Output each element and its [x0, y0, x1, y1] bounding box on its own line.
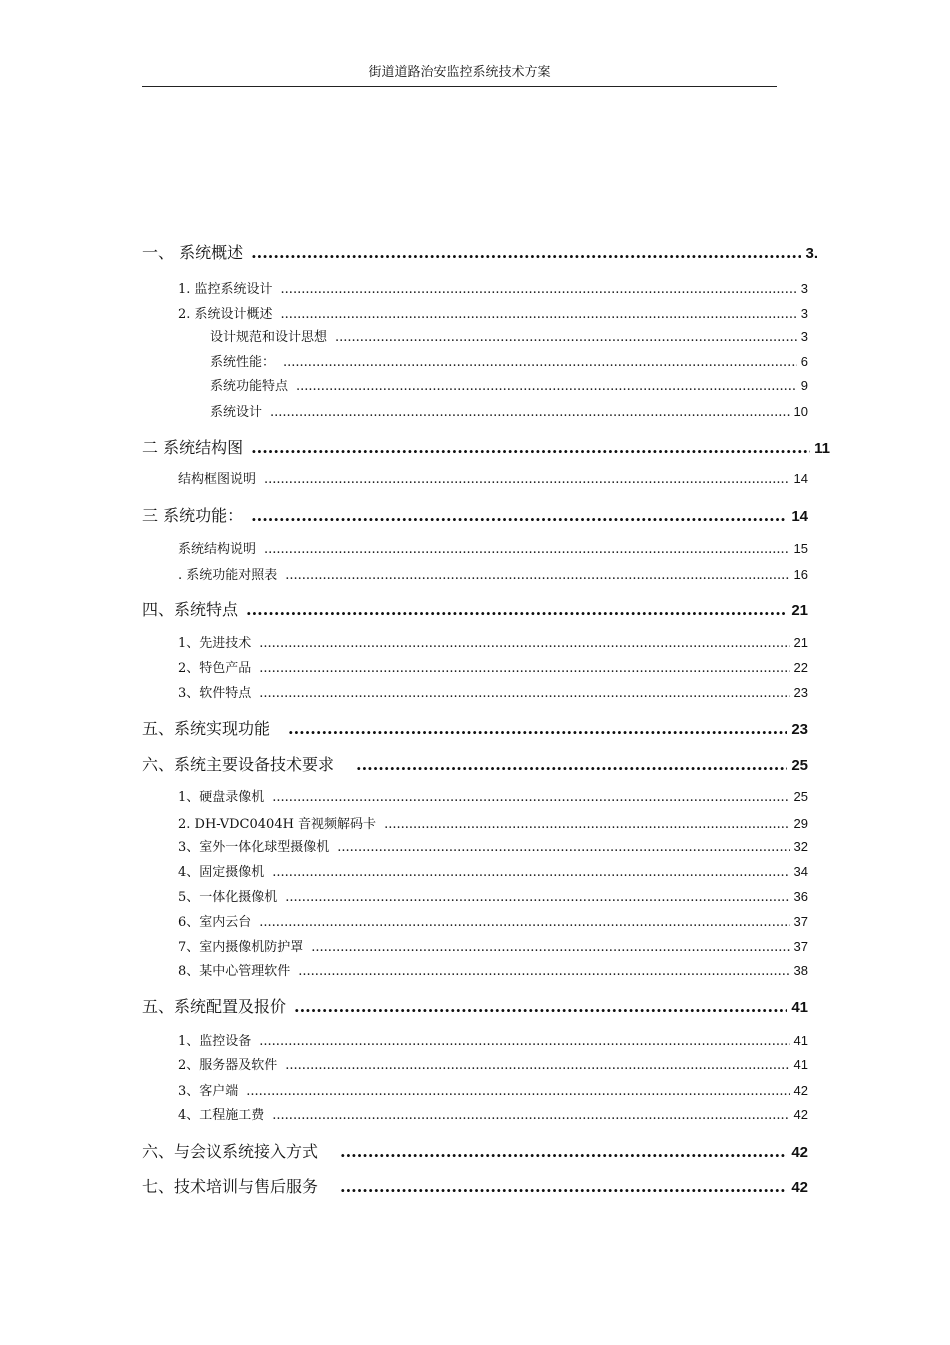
leader-dots — [288, 719, 787, 738]
leader-dots — [340, 1142, 787, 1161]
toc-entry-label: 五、系统配置及报价 — [142, 997, 287, 1016]
leader-dots — [251, 243, 801, 262]
toc-entry-page: 11 — [814, 440, 830, 457]
leader-dots — [259, 686, 789, 701]
toc-entry-label: 四、系统特点 — [142, 600, 239, 619]
toc-entry-page: 14 — [791, 508, 808, 525]
toc-entry-label: 4、固定摄像机 — [178, 865, 265, 880]
leader-dots — [335, 330, 797, 345]
toc-entry-label: 2. DH-VDC0404H 音视频解码卡 — [178, 817, 377, 832]
toc-entry[interactable] — [142, 994, 808, 1017]
leader-dots — [264, 542, 790, 557]
toc-entry[interactable] — [178, 657, 808, 676]
toc-entry-label: 4、工程施工费 — [178, 1108, 265, 1123]
toc-entry[interactable] — [142, 716, 808, 739]
toc-entry-label: 1、监控设备 — [178, 1034, 252, 1049]
toc-entry-page: 23 — [791, 721, 808, 738]
toc-entry-label: 五、系统实现功能 — [142, 719, 271, 738]
leader-dots — [251, 506, 787, 525]
leader-dots — [356, 755, 787, 774]
toc-entry[interactable] — [178, 1030, 808, 1049]
leader-dots — [281, 307, 797, 322]
toc-entry[interactable] — [178, 632, 808, 651]
toc-entry-label: 六、与会议系统接入方式 — [142, 1142, 319, 1161]
toc-entry[interactable] — [178, 1080, 808, 1099]
toc-entry[interactable] — [178, 786, 808, 805]
toc-entry-label: 1、硬盘录像机 — [178, 790, 265, 805]
toc-entry-page: 21 — [793, 635, 808, 650]
toc-entry[interactable] — [142, 1174, 808, 1197]
toc-entry[interactable] — [142, 1139, 808, 1162]
toc-entry-label: 6、室内云台 — [178, 915, 252, 930]
toc-entry[interactable] — [178, 960, 808, 979]
toc-entry-page: 29 — [793, 816, 808, 831]
toc-entry[interactable] — [178, 538, 808, 557]
toc-entry[interactable] — [178, 886, 808, 905]
toc-entry[interactable] — [178, 911, 808, 930]
toc-entry-label: 系统功能特点 — [210, 379, 289, 394]
toc-entry-page: 22 — [793, 660, 808, 675]
toc-entry[interactable] — [142, 597, 808, 620]
toc-entry-page: 34 — [793, 864, 808, 879]
toc-entry[interactable] — [178, 861, 808, 880]
toc-entry-page: 32 — [793, 839, 808, 854]
leader-dots — [283, 355, 797, 370]
toc-entry-page: 41 — [793, 1057, 808, 1072]
leader-dots — [272, 790, 789, 805]
toc-entry-page: 41 — [793, 1033, 808, 1048]
leader-dots — [340, 1177, 787, 1196]
toc-entry-label: 3、室外一体化球型摄像机 — [178, 840, 330, 855]
leader-dots — [296, 379, 797, 394]
toc-entry-page: 25 — [793, 789, 808, 804]
leader-dots — [246, 1084, 789, 1099]
leader-dots — [272, 865, 789, 880]
toc-entry-page: 6 — [800, 354, 808, 369]
document-title: 街道道路治安监控系统技术方案 — [368, 65, 551, 80]
toc-entry[interactable] — [142, 435, 830, 458]
toc-entry-label: 系统设计 — [210, 405, 263, 420]
toc-entry[interactable] — [178, 564, 808, 583]
leader-dots — [246, 600, 787, 619]
toc-entry[interactable] — [210, 351, 808, 370]
toc-entry[interactable] — [178, 468, 808, 487]
toc-entry-page: 15 — [793, 541, 808, 556]
toc-entry[interactable] — [178, 1054, 808, 1073]
toc-entry-page: 23 — [793, 685, 808, 700]
leader-dots — [272, 1108, 789, 1123]
toc-entry[interactable] — [178, 836, 808, 855]
leader-dots — [259, 915, 789, 930]
toc-entry-page: 41 — [791, 999, 808, 1016]
leader-dots — [285, 890, 789, 905]
toc-entry-label: 7、室内摄像机防护罩 — [178, 940, 304, 955]
toc-entry-page: 14 — [793, 471, 808, 486]
toc-entry-label: 系统性能： — [210, 355, 276, 370]
toc-entry-page: 25 — [791, 757, 808, 774]
toc-entry[interactable] — [210, 375, 808, 394]
leader-dots — [259, 636, 789, 651]
toc-entry-page: 37 — [793, 939, 808, 954]
toc-entry[interactable] — [142, 503, 808, 526]
toc-entry[interactable] — [178, 1104, 808, 1123]
toc-entry[interactable] — [178, 813, 808, 832]
toc-entry-label: 3、客户端 — [178, 1084, 239, 1099]
toc-entry-label: 二 系统结构图 — [142, 438, 244, 457]
leader-dots — [285, 1058, 789, 1073]
toc-entry-label: . 系统功能对照表 — [178, 568, 278, 583]
toc-entry-page: 3 — [800, 281, 808, 296]
toc-entry[interactable] — [210, 401, 808, 420]
toc-entry-label: 8、某中心管理软件 — [178, 964, 291, 979]
toc-entry-page: 42 — [793, 1107, 808, 1122]
toc-entry[interactable] — [178, 303, 808, 322]
toc-entry-page: 37 — [793, 914, 808, 929]
leader-dots — [294, 997, 787, 1016]
leader-dots — [311, 940, 789, 955]
toc-entry-label: 3、软件特点 — [178, 686, 252, 701]
leader-dots — [384, 817, 789, 832]
toc-entry-page: 38 — [793, 963, 808, 978]
toc-entry-label: 2. 系统设计概述 — [178, 307, 273, 322]
toc-entry-page: 9 — [800, 378, 808, 393]
leader-dots — [281, 282, 797, 297]
toc-entry[interactable] — [178, 682, 808, 701]
toc-entry[interactable] — [178, 936, 808, 955]
toc-entry-page: 16 — [793, 567, 808, 582]
toc-entry-page: 42 — [791, 1144, 808, 1161]
toc-entry[interactable] — [178, 278, 808, 297]
toc-entry[interactable] — [210, 326, 808, 345]
toc-entry-label: 2、特色产品 — [178, 661, 252, 676]
toc-entry-page: 3. — [805, 245, 818, 262]
leader-dots — [259, 1034, 789, 1049]
leader-dots — [270, 405, 790, 420]
toc-entry-label: 5、一体化摄像机 — [178, 890, 278, 905]
toc-entry-label: 系统结构说明 — [178, 542, 257, 557]
toc-entry-page: 36 — [793, 889, 808, 904]
toc-entry-label: 1. 监控系统设计 — [178, 282, 273, 297]
leader-dots — [298, 964, 789, 979]
toc-entry-label: 一、 系统概述 — [142, 243, 244, 262]
toc-entry-label: 七、技术培训与售后服务 — [142, 1177, 319, 1196]
leader-dots — [337, 840, 789, 855]
toc-entry[interactable] — [142, 240, 818, 263]
toc-entry-label: 结构框图说明 — [178, 472, 257, 487]
toc-entry-page: 10 — [793, 404, 808, 419]
leader-dots — [251, 438, 810, 457]
toc-entry-label: 三 系统功能： — [142, 506, 244, 525]
leader-dots — [285, 568, 789, 583]
toc-entry-page: 3 — [800, 329, 808, 344]
toc-entry-label: 设计规范和设计思想 — [210, 330, 328, 345]
toc-entry[interactable] — [142, 752, 808, 775]
toc-entry-label: 1、先进技术 — [178, 636, 252, 651]
toc-entry-label: 2、服务器及软件 — [178, 1058, 278, 1073]
leader-dots — [264, 472, 790, 487]
toc-entry-label: 六、系统主要设备技术要求 — [142, 755, 335, 774]
leader-dots — [259, 661, 789, 676]
toc-entry-page: 42 — [791, 1179, 808, 1196]
toc-entry-page: 42 — [793, 1083, 808, 1098]
toc-entry-page: 3 — [800, 306, 808, 321]
toc-entry-page: 21 — [791, 602, 808, 619]
